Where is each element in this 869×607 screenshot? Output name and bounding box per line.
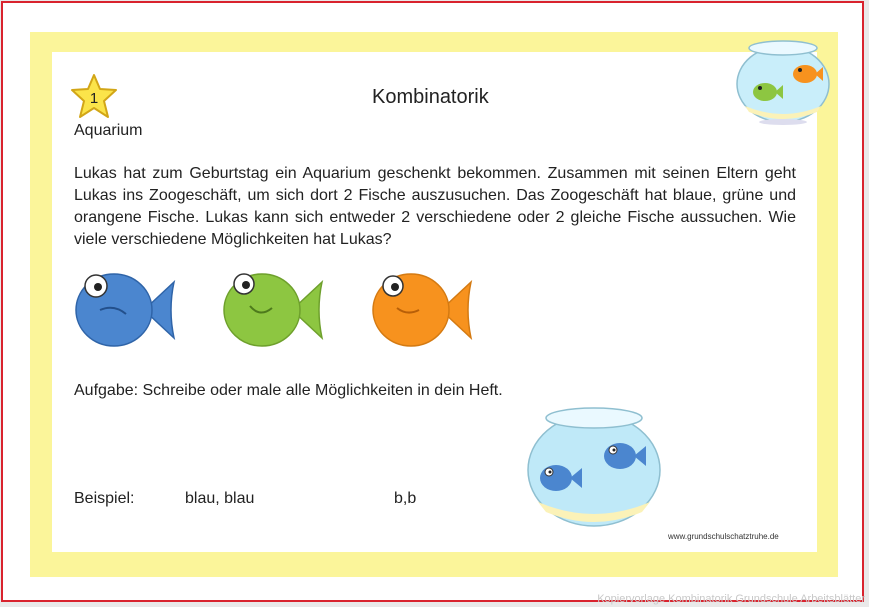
orange-fish-icon	[371, 270, 477, 350]
blue-fish-icon	[74, 270, 180, 350]
small-fishbowl-icon	[733, 36, 833, 126]
page-title: Kombinatorik	[372, 86, 489, 108]
example-long: blau, blau	[185, 490, 255, 507]
website-url: www.grundschulschatztruhe.de	[668, 532, 779, 541]
assignment-text: Aufgabe: Schreibe oder male alle Möglichkeiten in dein Heft.	[74, 382, 503, 399]
page-subtitle: Aquarium	[74, 122, 143, 139]
large-fishbowl-icon	[524, 402, 664, 530]
watermark-text: Kopiervorlage Kombinatorik Grundschule Arbeitsblätter	[597, 593, 865, 605]
green-fish-icon	[222, 270, 328, 350]
level-number: 1	[89, 90, 99, 107]
example-short: b,b	[394, 490, 417, 507]
example-label: Beispiel:	[74, 490, 135, 507]
task-text: Lukas hat zum Geburtstag ein Aquarium geschenkt bekommen. Zusammen mit seinen Eltern geht Lukas ins Zoogeschäft, um sich dort 2 Fische auszusuchen. Das Zoogeschäft hat blaue, grüne und orangene Fische. Lukas kann sich entweder 2 verschiedene oder 2 gleiche Fische aussuchen. Wie viele verschiedene Möglichkeiten hat Lukas?	[74, 165, 796, 248]
